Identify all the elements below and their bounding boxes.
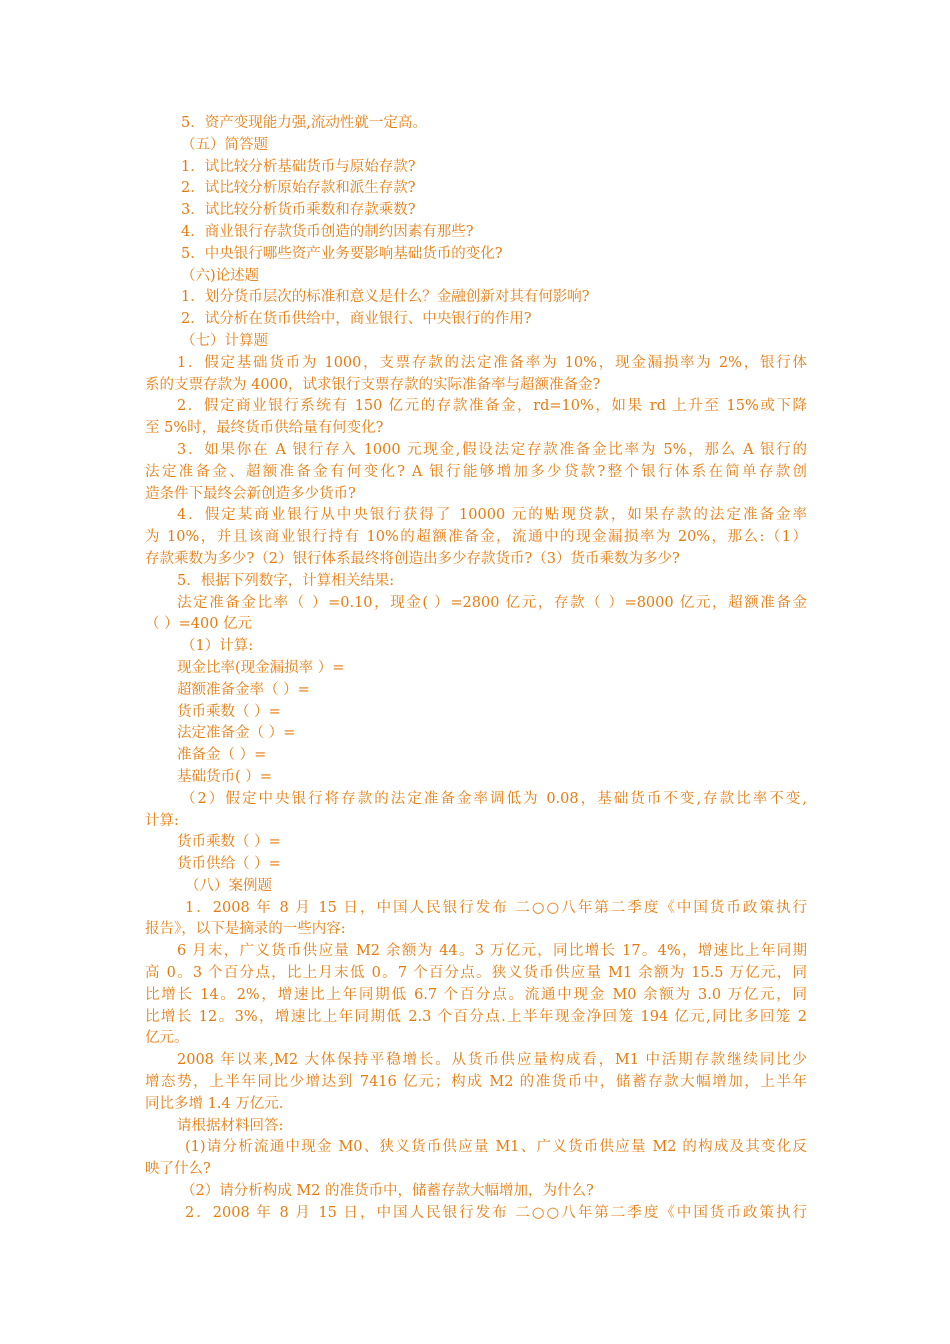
text-line: 准备金（ ）=	[177, 747, 267, 764]
text-line: 4．假定某商业银行从中央银行获得了 10000 元的贴现贷款，如果存款的法定准备金率	[177, 507, 807, 524]
text-line: 2．假定商业银行系统有 150 亿元的存款准备金，rd=10%，如果 rd 上升至 15%或下降	[177, 398, 807, 415]
text-line: 1．假定基础货币为 1000，支票存款的法定准备率为 10%，现金漏损率为 2%，银行体	[177, 354, 807, 371]
text-line: 货币乘数（ ）=	[177, 834, 281, 851]
text-line: 2．2008 年 8 月 15 日，中国人民银行发布 二○○八年第二季度《中国货币政策执行	[185, 1204, 807, 1221]
text-line: 现金比率(现金漏损率 ）=	[177, 659, 345, 676]
text-line: （2）请分析构成 M2 的准货币中，储蓄存款大幅增加，为什么?	[181, 1183, 594, 1200]
text-line: 2．试比较分析原始存款和派生存款?	[181, 180, 416, 197]
text-line: 1．划分货币层次的标准和意义是什么？金融创新对其有何影响?	[181, 289, 590, 306]
text-line: 增态势，上半年同比少增达到 7416 亿元；构成 M2 的准货币中，储蓄存款大幅增加，上半年	[145, 1074, 807, 1091]
text-line: (1)请分析流通中现金 M0、狭义货币供应量 M1、广义货币供应量 M2 的构成及其变化反	[185, 1139, 807, 1156]
text-line: 存款乘数为多少?（2）银行体系最终将创造出多少存款货币?（3）货币乘数为多少?	[145, 550, 680, 567]
text-line: 6 月末，广义货币供应量 M2 余额为 44。3 万亿元，同比增长 17。4%，增速比上年同期	[177, 943, 807, 960]
text-line: 亿元。	[145, 1030, 189, 1047]
text-line: 报告》，以下是摘录的一些内容:	[145, 921, 346, 938]
text-line: 5．根据下列数字，计算相关结果:	[177, 572, 395, 589]
text-line: 映了什么?	[145, 1161, 211, 1178]
text-line: 比增长 14。2%，增速比上年同期低 6.7 个百分点。流通中现金 M0 余额为 3.0 万亿元，同	[145, 986, 807, 1003]
text-line: 基础货币( ）=	[177, 768, 272, 785]
text-line: （七）计算题	[181, 332, 268, 349]
text-line: 法定准备金比率（ ）=0.10，现金( ）=2800 亿元，存款（ ）=8000 亿元，超额准备金	[177, 594, 807, 611]
text-line: 2008 年以来,M2 大体保持平稳增长。从货币供应量构成看，M1 中活期存款继续同比少	[177, 1052, 807, 1069]
text-line: 比增长 12。3%，增速比上年同期低 2.3 个百分点.上半年现金净回笼 194 亿元,同比多回笼 2	[145, 1008, 807, 1025]
text-line: 5．资产变现能力强,流动性就一定高。	[181, 115, 427, 131]
text-line: （八）案例题	[185, 877, 272, 894]
text-line: 超额准备金率（ ）=	[177, 681, 310, 698]
text-line: 法定准备金、超额准备金有何变化? A 银行能够增加多少贷款?整个银行体系在简单存款创	[145, 463, 807, 480]
text-line: （六)论述题	[181, 267, 260, 284]
text-line: 货币乘数（ ）=	[177, 703, 281, 720]
text-line: （1）计算:	[181, 638, 254, 655]
text-line: 至 5%时，最终货币供给量有何变化?	[145, 420, 384, 437]
text-line: 法定准备金（ ）=	[177, 725, 296, 742]
text-line: 请根据材料回答:	[177, 1117, 284, 1134]
text-line: 3．如果你在 A 银行存入 1000 元现金,假设法定存款准备金比率为 5%，那么 A 银行的	[177, 441, 807, 458]
text-line: 高 0。3 个百分点，比上月末低 0。7 个百分点。狭义货币供应量 M1 余额为 15.5 万亿元，同	[145, 965, 807, 982]
text-line: 4．商业银行存款货币创造的制约因素有那些?	[181, 223, 474, 240]
text-line: （五）简答题	[181, 136, 268, 153]
text-line: 计算:	[145, 812, 179, 829]
text-line: 同比多增 1.4 万亿元.	[145, 1095, 284, 1112]
document-body	[145, 113, 807, 1225]
text-line: 5．中央银行哪些资产业务要影响基础货币的变化?	[181, 245, 503, 262]
text-line: （ ）=400 亿元	[145, 616, 253, 633]
text-line: 为 10%，并且该商业银行持有 10%的超额准备金，流通中的现金漏损率为 20%，那么:（1）	[145, 529, 807, 546]
text-line: 造条件下最终会新创造多少货币?	[145, 485, 356, 502]
text-line: 1．2008 年 8 月 15 日，中国人民银行发布 二○○八年第二季度《中国货币政策执行	[185, 899, 807, 916]
text-line: （2）假定中央银行将存款的法定准备金率调低为 0.08，基础货币不变,存款比率不变,	[181, 790, 807, 807]
text-line: 系的支票存款为 4000，试求银行支票存款的实际准备率与超额准备金?	[145, 376, 601, 393]
text-line: 货币供给（ ）=	[177, 856, 281, 873]
text-line: 3．试比较分析货币乘数和存款乘数?	[181, 202, 416, 219]
text-line: 2．试分析在货币供给中，商业银行、中央银行的作用?	[181, 311, 532, 328]
text-line: 1．试比较分析基础货币与原始存款?	[181, 158, 416, 175]
